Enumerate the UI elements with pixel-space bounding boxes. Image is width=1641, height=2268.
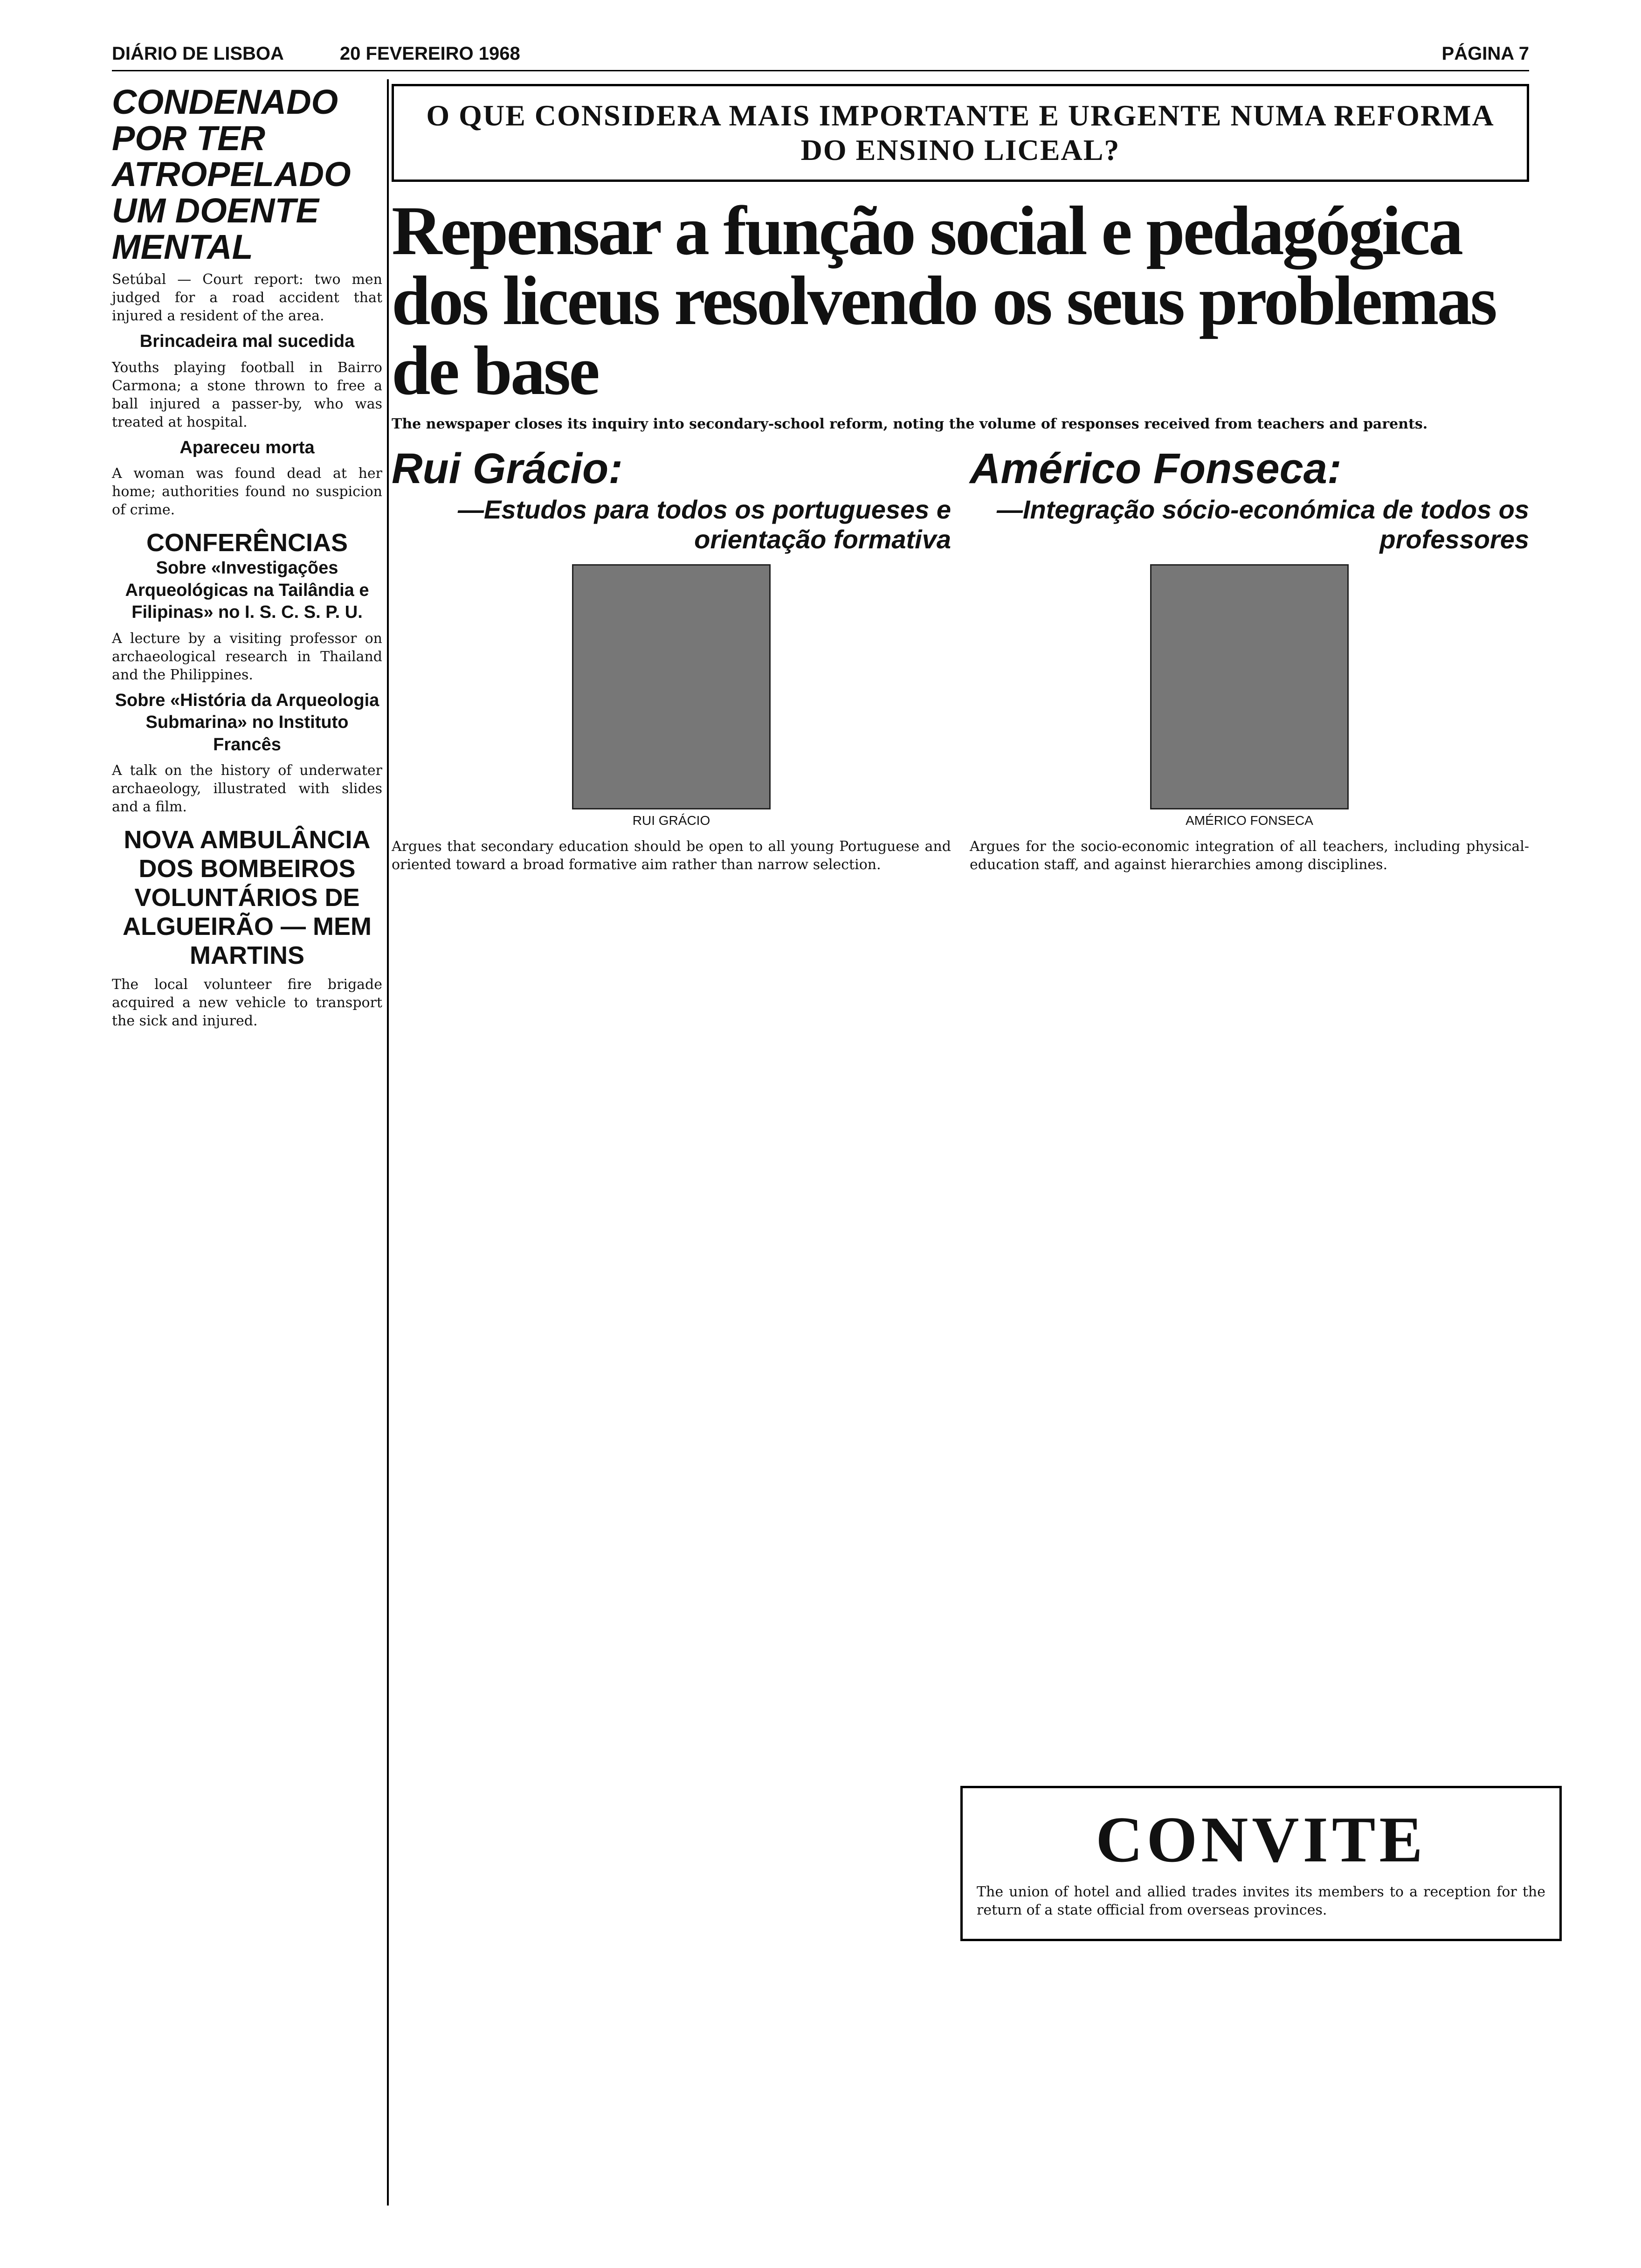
americo-caption: AMÉRICO FONSECA [1186, 813, 1313, 828]
conference2-sub: Sobre «História da Arqueologia Submarina» no Instituto Francês [115, 690, 379, 754]
convite-summary: The union of hotel and allied trades invites its members to a reception for the return of a state official from overseas provinces. [977, 1884, 1545, 1918]
americo-name: Américo Fonseca: [970, 445, 1342, 492]
convite-box [960, 1786, 1562, 1941]
main-headline: Repensar a função social e pedagógica dos liceus resolvendo os seus problemas de base [392, 192, 1496, 409]
americo-section [970, 447, 1529, 879]
item3-title: Apareceu morta [179, 437, 315, 457]
main-column [392, 84, 1529, 879]
americo-photo [1150, 564, 1349, 809]
americo-subtitle: —Integração sócio-económica de todos os professores [996, 495, 1529, 554]
conference1-sub: Sobre «Investigações Arqueológicas na Tailândia e Filipinas» no I. S. C. S. P. U. [125, 558, 369, 622]
rui-summary: Argues that secondary education should be open to all young Portuguese and oriented toward a broad formative aim rather than narrow selection. [392, 838, 951, 873]
rui-subtitle: —Estudos para todos os portugueses e orientação formativa [458, 495, 951, 554]
americo-summary: Argues for the socio-economic integration of all teachers, including physical-education staff, and against hierarchies among disciplines. [970, 838, 1529, 873]
item2-title: Brincadeira mal sucedida [139, 332, 355, 352]
item3-summary: A woman was found dead at her home; authorities found no suspicion of crime. [112, 465, 382, 519]
ambulance-title: NOVA AMBULÂNCIA DOS BOMBEIROS VOLUNTÁRIOS DE ALGUEIRÃO — MEM MARTINS [123, 826, 372, 970]
rui-photo [572, 564, 771, 809]
conferences-title: CONFERÊNCIAS [146, 529, 348, 557]
intro-summary: The newspaper closes its inquiry into secondary-school reform, noting the volume of responses received from teachers and parents. [392, 416, 1428, 432]
rui-section [392, 447, 951, 879]
column-divider [387, 79, 389, 2206]
item2-summary: Youths playing football in Bairro Carmona; a stone thrown to free a ball injured a passer-by, who was treated at hospital. [112, 359, 382, 430]
ambulance-summary: The local volunteer fire brigade acquired a new vehicle to transport the sick and injured. [112, 976, 382, 1030]
left-main-summary: Setúbal — Court report: two men judged for a road accident that injured a resident of the area. [112, 271, 382, 325]
masthead [112, 37, 1529, 71]
left-column [112, 84, 382, 1036]
paper-name: DIÁRIO DE LISBOA [112, 43, 284, 64]
conference2-summary: A talk on the history of underwater archaeology, illustrated with slides and a film. [112, 762, 382, 816]
convite-title: CONVITE [1096, 1804, 1427, 1876]
rui-name: Rui Grácio: [392, 445, 623, 492]
conference1-summary: A lecture by a visiting professor on archaeological research in Thailand and the Philippines. [112, 630, 382, 683]
page-number: PÁGINA 7 [1441, 43, 1529, 64]
inquiry-banner: O QUE CONSIDERA MAIS IMPORTANTE E URGENTE NUMA REFORMA DO ENSINO LICEAL? [392, 84, 1529, 182]
left-main-headline: CONDENADO POR TER ATROPELADO UM DOENTE MENTAL [112, 83, 351, 266]
issue-date: 20 FEVEREIRO 1968 [339, 43, 520, 64]
rui-caption: RUI GRÁCIO [632, 813, 710, 828]
